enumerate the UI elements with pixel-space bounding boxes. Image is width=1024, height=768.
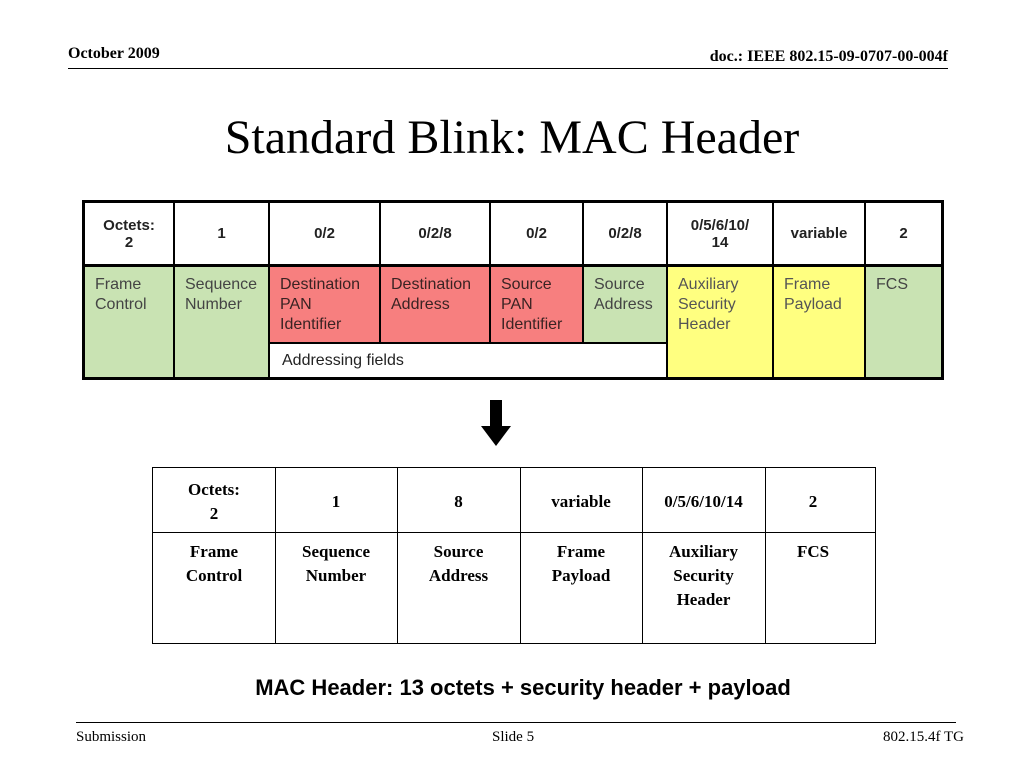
header-date: October 2009: [68, 45, 160, 62]
octets-cell-5: 0/2/8: [584, 203, 666, 264]
octets-cell-0: Octets: 2: [85, 203, 173, 264]
bottom-field-source-address: Source Address: [428, 542, 489, 585]
octets-cell-3: 0/2/8: [381, 203, 489, 264]
bottom-field-auxiliary-security-header: Auxiliary Security Header: [669, 542, 738, 609]
header-doc-id: doc.: IEEE 802.15-09-0707-00-004f: [709, 48, 948, 65]
octets-cell-6: 0/5/6/10/ 14: [668, 203, 772, 264]
bottom-octets-cell-2: 8: [454, 492, 463, 511]
mac-frame-format-table: [82, 200, 944, 380]
field-auxiliary-security-header: Auxiliary Security Header: [668, 267, 772, 377]
bottom-octets-cell-5: 2: [808, 492, 818, 511]
field-sequence-number: Sequence Number: [175, 267, 268, 377]
bottom-octets-cell-4: 0/5/6/10/14: [664, 492, 743, 511]
mac-header-caption: MAC Header: 13 octets + security header + payload: [255, 675, 791, 700]
addressing-fields-label: Addressing fields: [270, 344, 666, 377]
bottom-octets-cell-1: 1: [331, 492, 341, 511]
bottom-field-frame-control: Frame Control: [185, 542, 243, 585]
field-destination-address: Destination Address: [381, 267, 489, 342]
slide-title: Standard Blink: MAC Header: [224, 111, 800, 164]
octets-cell-1: 1: [175, 203, 268, 264]
down-arrow-icon: [481, 400, 511, 446]
field-source-pan-identifier: Source PAN Identifier: [491, 267, 582, 342]
field-frame-control: Frame Control: [85, 267, 173, 377]
octets-cell-4: 0/2: [491, 203, 582, 264]
footer-divider: [76, 722, 956, 723]
footer-submission: Submission: [76, 729, 147, 745]
row-divider: [153, 532, 875, 533]
header-divider: [68, 68, 948, 69]
bottom-octets-cell-3: variable: [551, 492, 611, 511]
standard-blink-header-table: [152, 467, 876, 644]
bottom-octets-cell-0: Octets: 2: [188, 480, 240, 523]
field-fcs: FCS: [866, 267, 941, 377]
bottom-field-sequence-number: Sequence Number: [302, 542, 370, 585]
bottom-field-fcs: FCS: [796, 542, 830, 561]
footer-slide-number: Slide 5: [492, 729, 535, 745]
octets-cell-7: variable: [774, 203, 864, 264]
field-destination-pan-identifier: Destination PAN Identifier: [270, 267, 379, 342]
octets-cell-2: 0/2: [270, 203, 379, 264]
field-frame-payload: Frame Payload: [774, 267, 864, 377]
octets-cell-8: 2: [866, 203, 941, 264]
field-source-address: Source Address: [584, 267, 666, 342]
footer-group: 802.15.4f TG: [883, 729, 964, 745]
bottom-field-frame-payload: Frame Payload: [551, 542, 611, 585]
